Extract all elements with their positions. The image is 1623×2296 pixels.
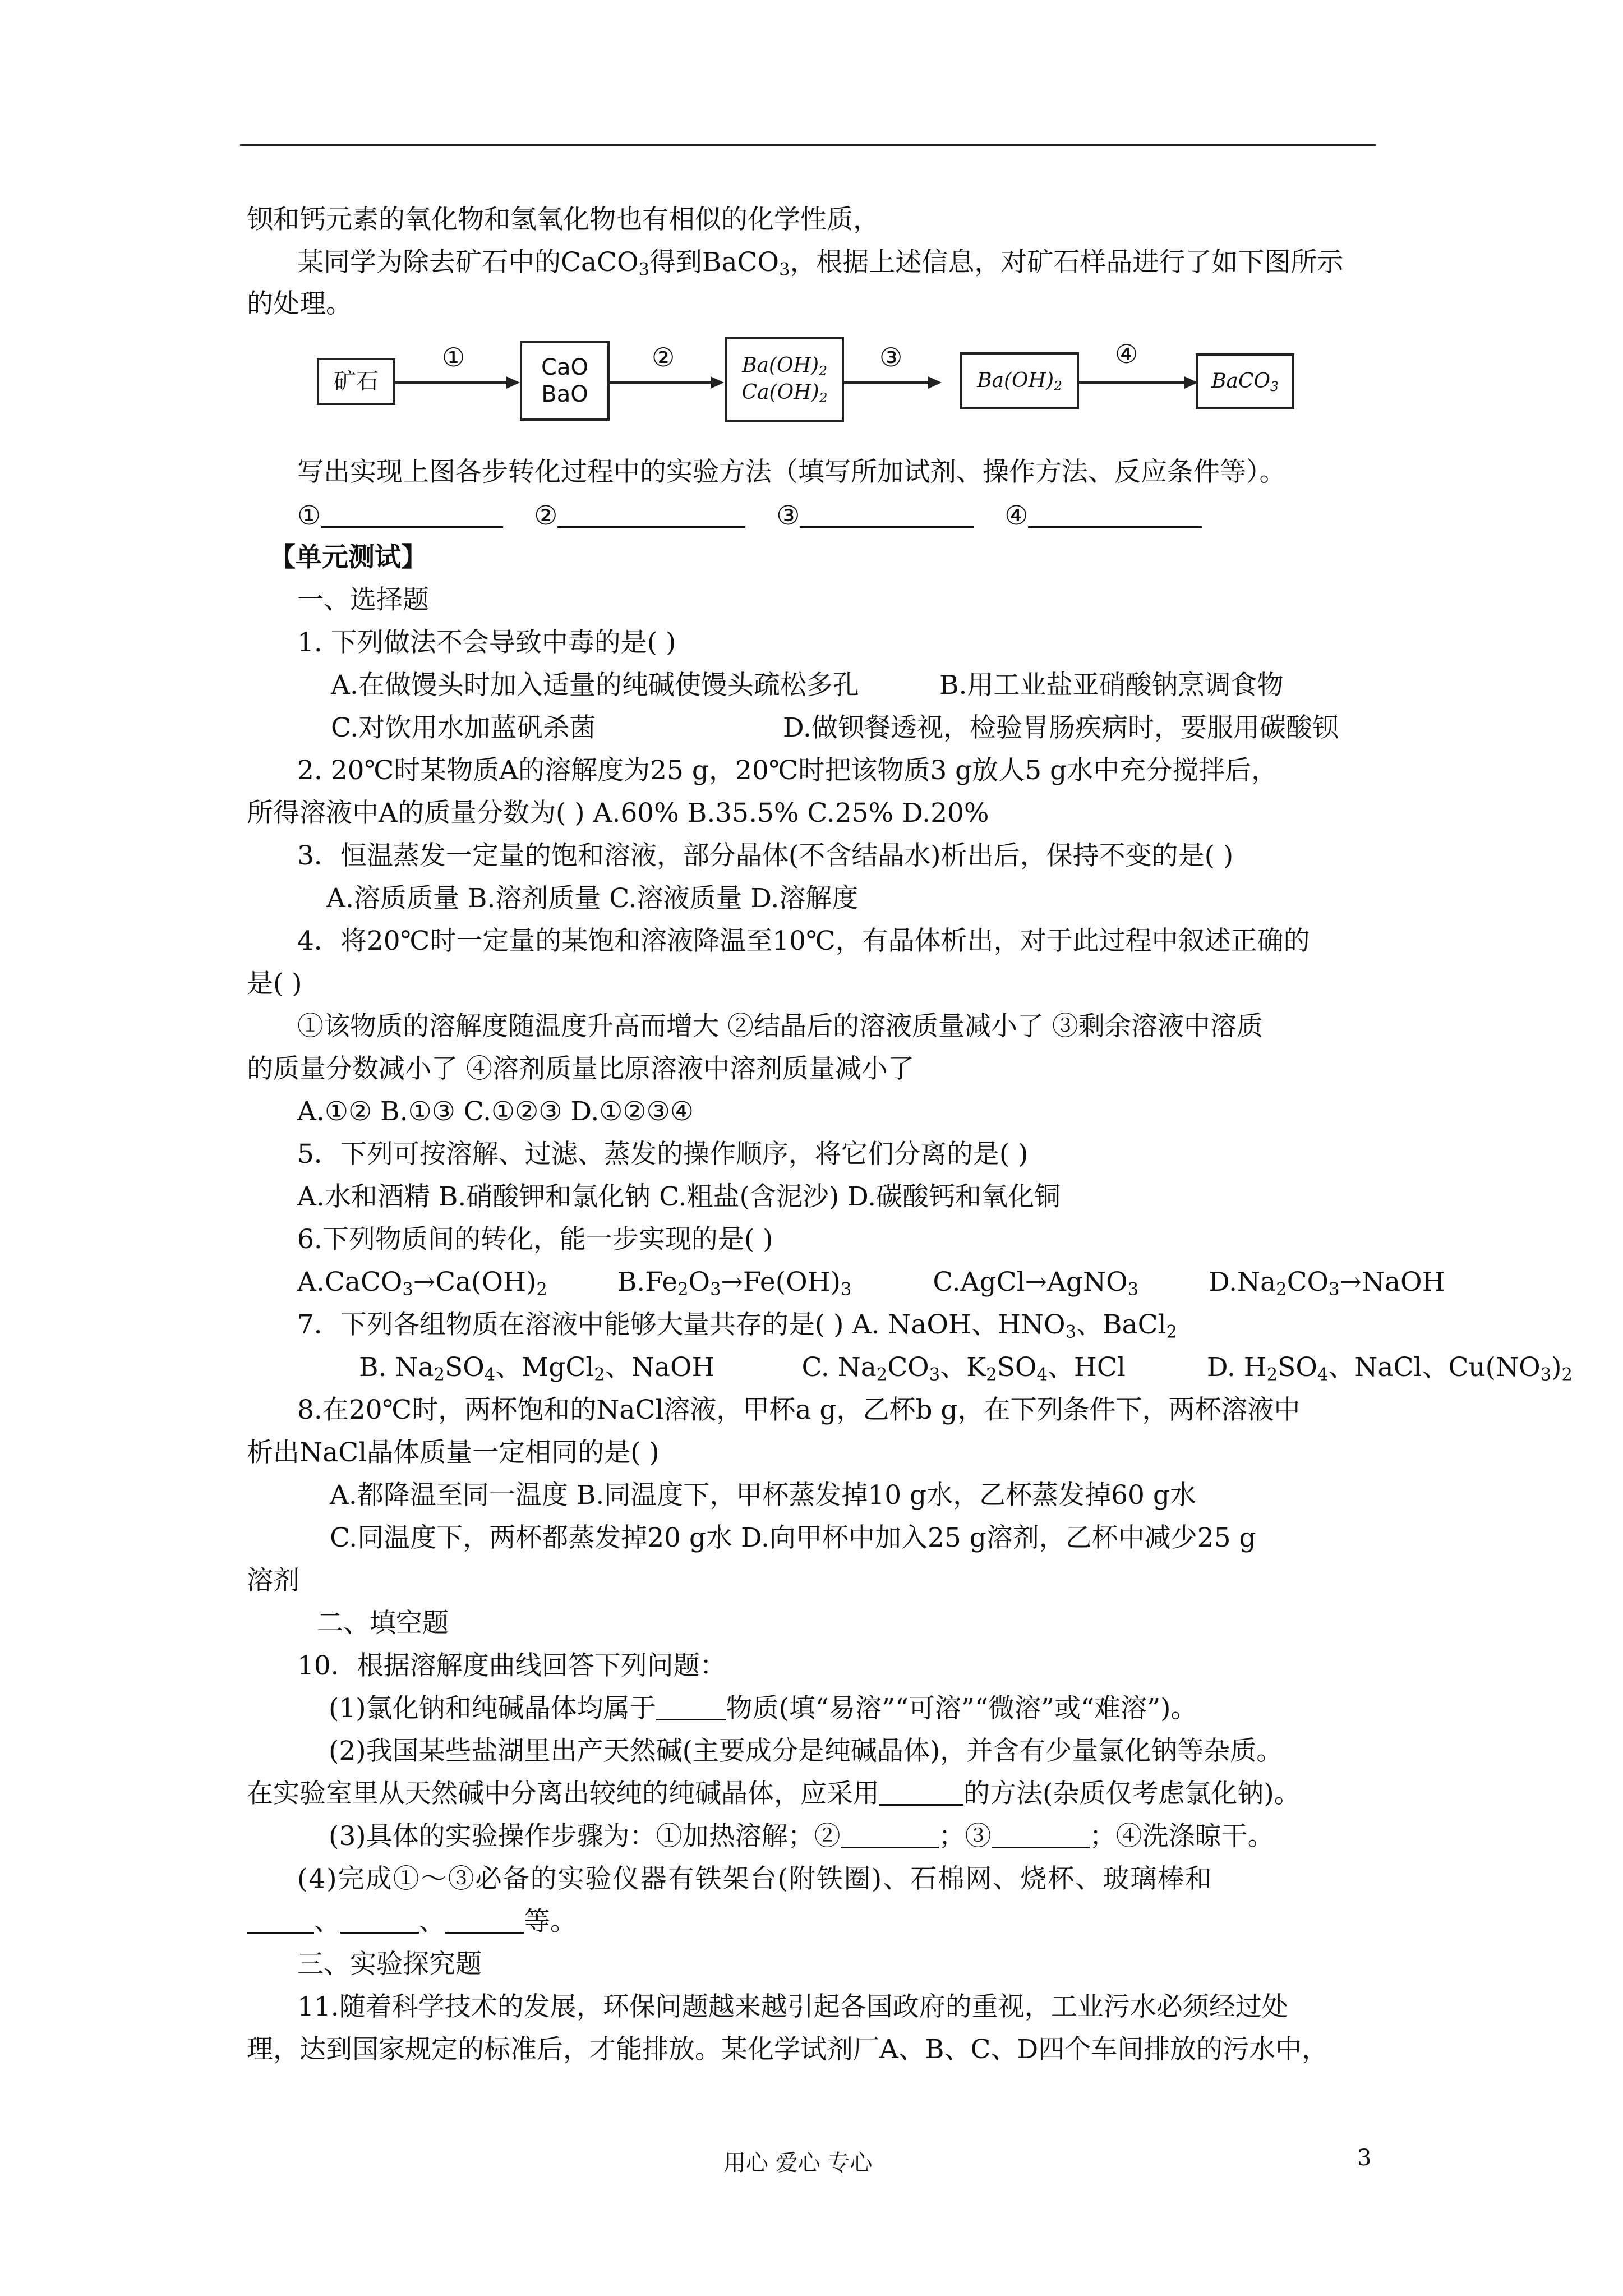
q10-blank-6[interactable] — [340, 1910, 419, 1934]
q6-option-d: $D.Na_2CO_3\to NaOH$ — [1209, 1267, 1445, 1300]
flow-box-barium-hydroxide: $Ba(OH)_2$ — [960, 352, 1079, 409]
flow-step-1: ① — [442, 342, 465, 372]
q4-line-2: 是( ) — [247, 968, 302, 999]
answer-blanks: ① ② ③ ④ — [297, 499, 1202, 533]
intro-line-2: 某同学为除去矿石中的CaCO$_3$得到BaCO$_3$，根据上述信息，对矿石样品进行了如下图所示 — [297, 247, 1344, 280]
q10-part-2-line-2: 在实验室里从天然碱中分离出较纯的纯碱晶体，应采用 的方法(杂质仅考虑氯化钠)。 — [247, 1778, 1301, 1809]
flow-box-hydroxides: $Ba(OH)_2$ $Ca(OH)_2$ — [725, 337, 844, 422]
intro-line-1: 钡和钙元素的氧化物和氢氧化物也有相似的化学性质， — [247, 204, 879, 235]
q1-option-a: A.在做馒头时加入适量的纯碱使馒头疏松多孔 — [331, 670, 859, 701]
flow-arrow-3 — [844, 381, 939, 384]
section-fill: 二、填空题 — [317, 1608, 449, 1639]
q4-line-4: 的质量分数减小了 ④溶剂质量比原溶液中溶剂质量减小了 — [247, 1053, 914, 1084]
q1-stem: 1. 下列做法不会导致中毒的是( ) — [297, 627, 676, 658]
q10-stem: 10．根据溶解度曲线回答下列问题： — [297, 1650, 726, 1681]
q5-options: A.水和酒精 B.硝酸钾和氯化钠 C.粗盐(含泥沙) D.碳酸钙和氧化铜 — [297, 1181, 1061, 1212]
q6-option-b: $B.Fe_2O_3\to Fe(OH)_3$ — [617, 1267, 852, 1300]
flowchart-prompt: 写出实现上图各步转化过程中的实验方法（填写所加试剂、操作方法、反应条件等）。 — [297, 457, 1286, 487]
q5-stem: 5．下列可按溶解、过滤、蒸发的操作顺序，将它们分离的是( ) — [297, 1139, 1029, 1170]
q6-option-c: C.AgCl→AgNO$_3$ — [933, 1267, 1139, 1300]
flow-box-barium-carbonate: BaCO$_3$ — [1196, 353, 1294, 409]
footer-motto: 用心 爱心 专心 — [723, 2150, 873, 2176]
blank-step-4[interactable] — [1028, 504, 1202, 528]
q7-option-b: B. $Na_2SO_4$、MgCl$_2$、NaOH — [359, 1352, 715, 1385]
q11-line-1: 11.随着科学技术的发展，环保问题越来越引起各国政府的重视，工业污水必须经过处 — [297, 1991, 1288, 2022]
q10-blank-5[interactable] — [247, 1910, 314, 1934]
flow-arrow-2 — [610, 381, 722, 384]
intro-line-3: 的处理。 — [247, 288, 352, 319]
q8-line-5: 溶剂 — [247, 1565, 299, 1596]
blank-step-2[interactable] — [557, 504, 745, 528]
q6-options — [297, 1266, 1445, 1299]
header-rule — [240, 144, 1376, 146]
process-flowchart — [314, 337, 1301, 415]
q10-part-3: (3)具体的实验操作步骤为：①加热溶解；② ；③ ；④洗涤晾干。 — [329, 1821, 1274, 1852]
q2-line-2: 所得溶液中A的质量分数为( ) A.60% B.35.5% C.25% D.20% — [247, 798, 989, 829]
q10-part-4-line-1: (4)完成①～③必备的实验仪器有铁架台(附铁圈)、石棉网、烧杯、玻璃棒和 — [297, 1864, 1213, 1894]
q10-blank-1[interactable] — [656, 1696, 726, 1720]
q7-option-c: C. $Na_2CO_3$、$K_2SO_4$、HCl — [801, 1352, 1126, 1385]
blank-step-3[interactable] — [800, 504, 974, 528]
q6-stem: 6.下列物质间的转化，能一步实现的是( ) — [297, 1224, 773, 1255]
q8-line-3: A.都降温至同一温度 B.同温度下，甲杯蒸发掉10 g水，乙杯蒸发掉60 g水 — [330, 1480, 1196, 1511]
q10-blank-3[interactable] — [841, 1824, 939, 1848]
q6-option-a: $A.CaCO_3\to Ca(OH)_2$ — [297, 1267, 547, 1300]
flow-step-2: ② — [652, 342, 675, 372]
q8-line-4: C.同温度下，两杯都蒸发掉20 g水 D.向甲杯中加入25 g溶剂，乙杯中减少25 g — [330, 1522, 1256, 1553]
q2-line-1: 2. 20℃时某物质A的溶解度为25 g，20℃时把该物质3 g放人5 g水中充分搅拌后， — [297, 755, 1278, 786]
q7-stem: 7．下列各组物质在溶液中能够大量共存的是( ) A. NaOH、$HNO_3$、BaCl$_2$ — [297, 1309, 1178, 1342]
section-choice: 一、选择题 — [297, 585, 429, 615]
section-experiment: 三、实验探究题 — [297, 1949, 482, 1980]
q10-part-2-line-1: (2)我国某些盐湖里出产天然碱(主要成分是纯碱晶体)，并含有少量氯化钠等杂质。 — [329, 1736, 1283, 1766]
q1-option-d: D.做钡餐透视，检验胃肠疾病时，要服用碳酸钡 — [783, 712, 1339, 743]
flow-arrow-4 — [1079, 381, 1196, 384]
flow-box-oxides: CaO BaO — [520, 341, 610, 421]
q11-line-2: 理，达到国家规定的标准后，才能排放。某化学试剂厂A、B、C、D四个车间排放的污水中， — [247, 2034, 1329, 2065]
q10-part-4-line-2: 、 、 等。 — [247, 1905, 577, 1939]
q4-line-1: 4．将20℃时一定量的某饱和溶液降温至10℃，有晶体析出，对于此过程中叙述正确的 — [297, 926, 1310, 956]
q1-option-c: C.对饮用水加蓝矾杀菌 — [331, 712, 596, 743]
q10-blank-4[interactable] — [992, 1824, 1090, 1848]
q7-option-d: D. $H_2SO_4$、NaCl、$Cu(NO_3)_2$ — [1206, 1352, 1573, 1385]
q4-options: A.①② B.①③ C.①②③ D.①②③④ — [297, 1096, 694, 1127]
flow-step-4: ④ — [1115, 339, 1138, 369]
page-number: 3 — [1357, 2145, 1372, 2171]
blank-step-1[interactable] — [321, 504, 503, 528]
q3-options: A.溶质质量 B.溶剂质量 C.溶液质量 D.溶解度 — [326, 883, 859, 914]
q8-line-1: 8.在20℃时，两杯饱和的NaCl溶液，甲杯a g，乙杯b g，在下列条件下，两杯溶液中 — [297, 1395, 1301, 1425]
q7-options — [359, 1351, 1573, 1384]
q10-blank-7[interactable] — [445, 1910, 524, 1934]
flow-arrow-1 — [395, 381, 518, 384]
flow-step-3: ③ — [879, 342, 903, 372]
q8-line-2: 析出NaCl晶体质量一定相同的是( ) — [247, 1437, 660, 1468]
q1-option-b: B.用工业盐亚硝酸钠烹调食物 — [939, 670, 1284, 701]
q10-part-1: (1)氯化钠和纯碱晶体均属于 物质(填“易溶”“可溶”“微溶”或“难溶”)。 — [329, 1693, 1197, 1724]
q4-line-3: ①该物质的溶解度随温度升高而增大 ②结晶后的溶液质量减小了 ③剩余溶液中溶质 — [297, 1011, 1263, 1042]
q10-blank-2[interactable] — [879, 1782, 963, 1806]
unit-test-title: 【单元测试】 — [269, 542, 427, 573]
flow-box-ore: 矿石 — [317, 358, 395, 405]
q3-stem: 3．恒温蒸发一定量的饱和溶液，部分晶体(不含结晶水)析出后，保持不变的是( ) — [297, 840, 1234, 871]
